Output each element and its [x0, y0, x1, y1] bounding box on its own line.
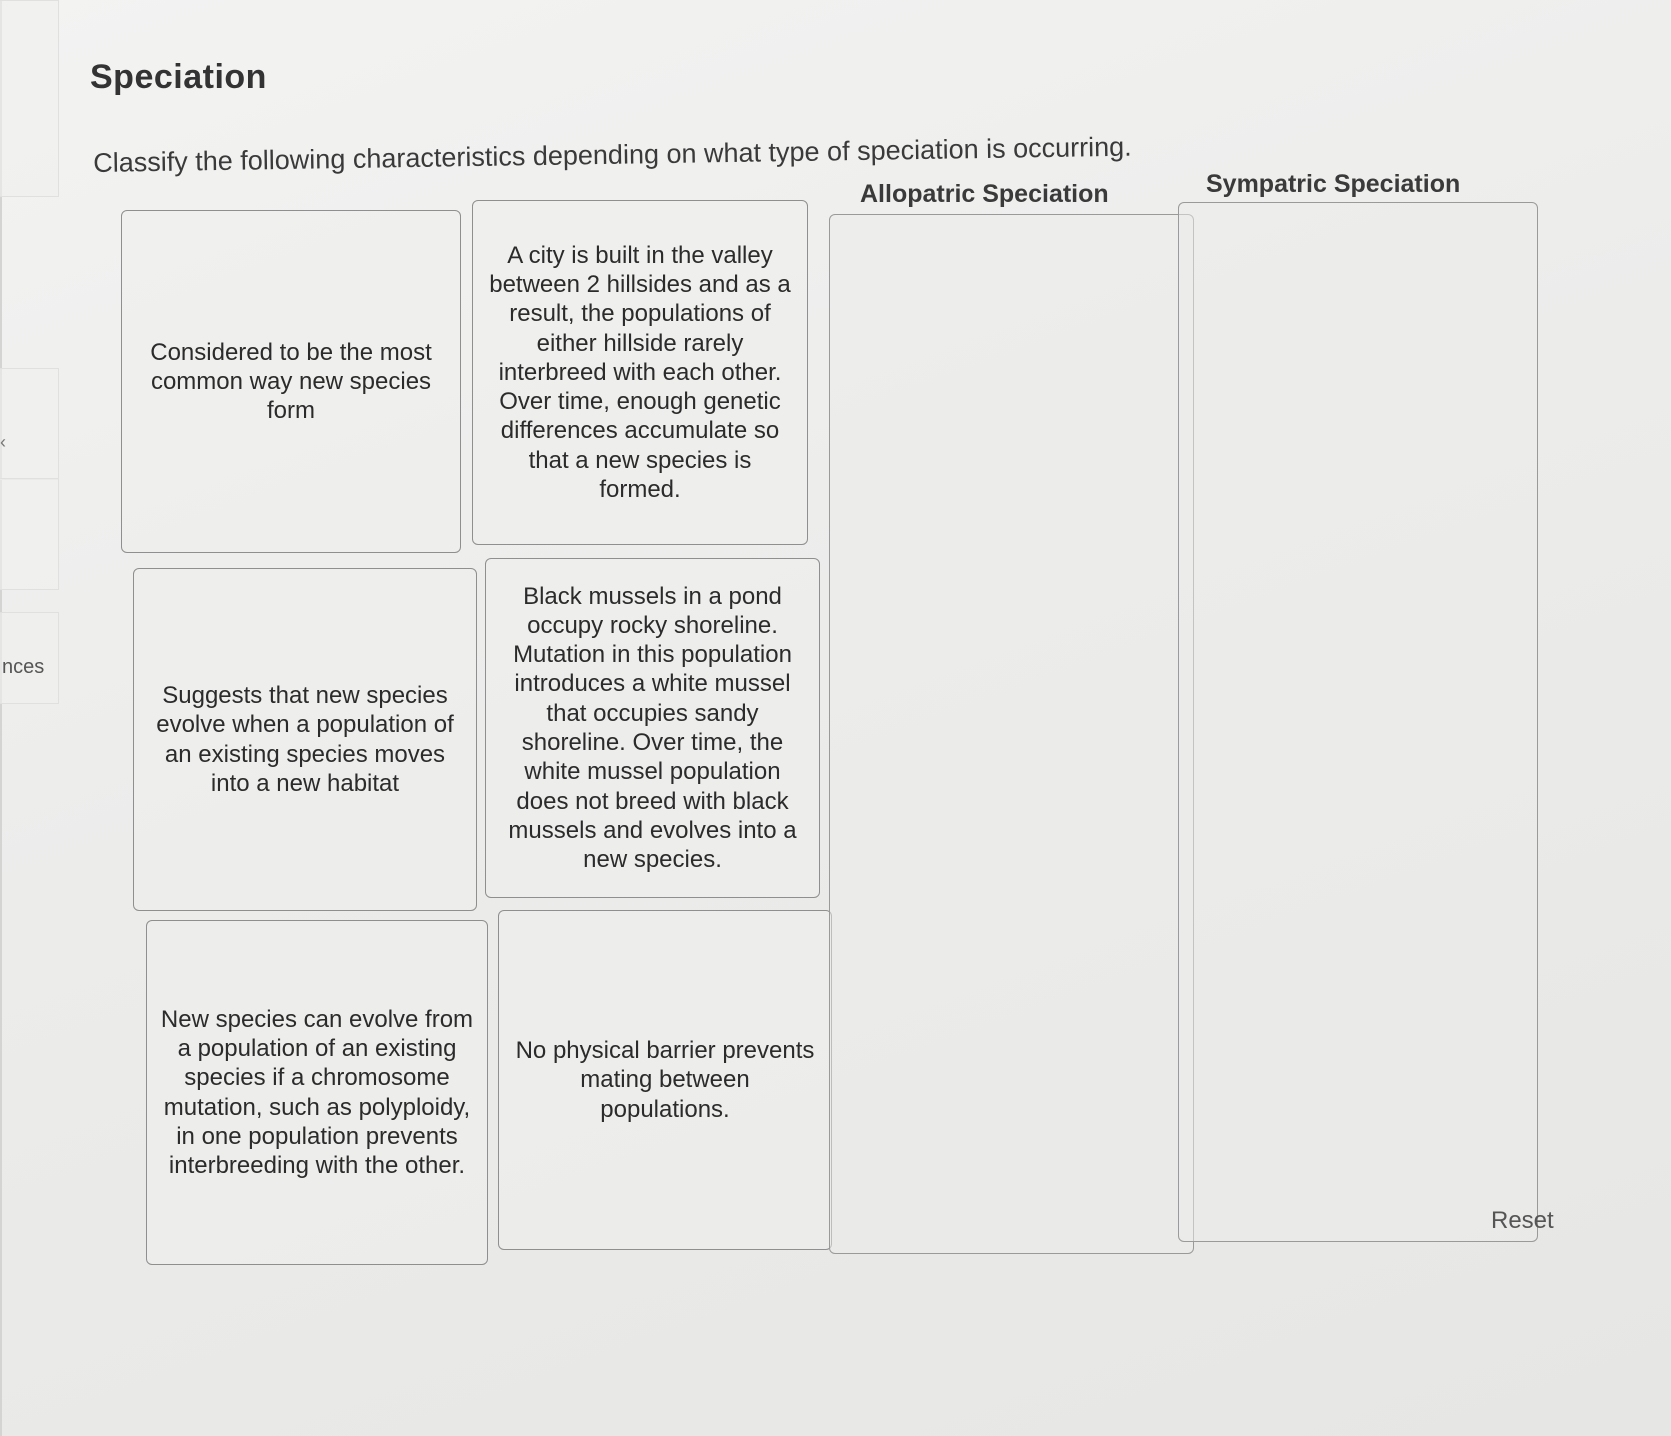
- card-text: Black mussels in a pond occupy rocky shoreline. Mutation in this population introduces a white mussel that occupies sandy shoreline. Over time, the white mussel population does not breed with black mussels and evolves into a new species.: [508, 582, 797, 874]
- allopatric-column-header: Allopatric Speciation: [860, 180, 1109, 208]
- card-chromosome-mutation[interactable]: [146, 920, 488, 1265]
- card-text: Considered to be the most common way new species form: [150, 338, 432, 425]
- sidebar-panel-mid: [0, 368, 59, 480]
- card-text: No physical barrier prevents mating between populations.: [515, 1037, 815, 1123]
- card-text: Suggests that new species evolve when a population of an existing species moves into a new habitat: [156, 681, 454, 797]
- window-edge: [0, 0, 2, 1436]
- chevron-left-icon[interactable]: ‹: [0, 432, 6, 452]
- card-most-common-way[interactable]: [121, 210, 461, 553]
- reset-button[interactable]: Reset: [1491, 1207, 1554, 1234]
- sidebar-panel-top: [0, 0, 59, 197]
- card-moves-new-habitat[interactable]: [133, 568, 477, 911]
- page-title: Speciation: [90, 58, 267, 96]
- card-no-physical-barrier[interactable]: [498, 910, 832, 1250]
- sidebar-panel-lower: [0, 478, 59, 590]
- sympatric-dropzone[interactable]: [1178, 202, 1538, 1242]
- card-city-valley[interactable]: [472, 200, 808, 545]
- sympatric-column-header: Sympatric Speciation: [1206, 170, 1461, 198]
- card-black-mussels[interactable]: [485, 558, 820, 898]
- card-text: A city is built in the valley between 2 hillsides and as a result, the populations of either hillside rarely interbreed with each other. Over time, enough genetic differences accumulate so that a new species is formed.: [489, 241, 791, 503]
- instructions-text: Classify the following characteristics depending on what type of speciation is occurring.: [93, 131, 1132, 178]
- allopatric-dropzone[interactable]: [829, 214, 1194, 1254]
- sidebar-partial-label[interactable]: nces: [2, 656, 45, 678]
- card-text: New species can evolve from a population of an existing species if a chromosome mutation, such as polyploidy, in one population prevents interbreeding with the other.: [160, 1005, 474, 1180]
